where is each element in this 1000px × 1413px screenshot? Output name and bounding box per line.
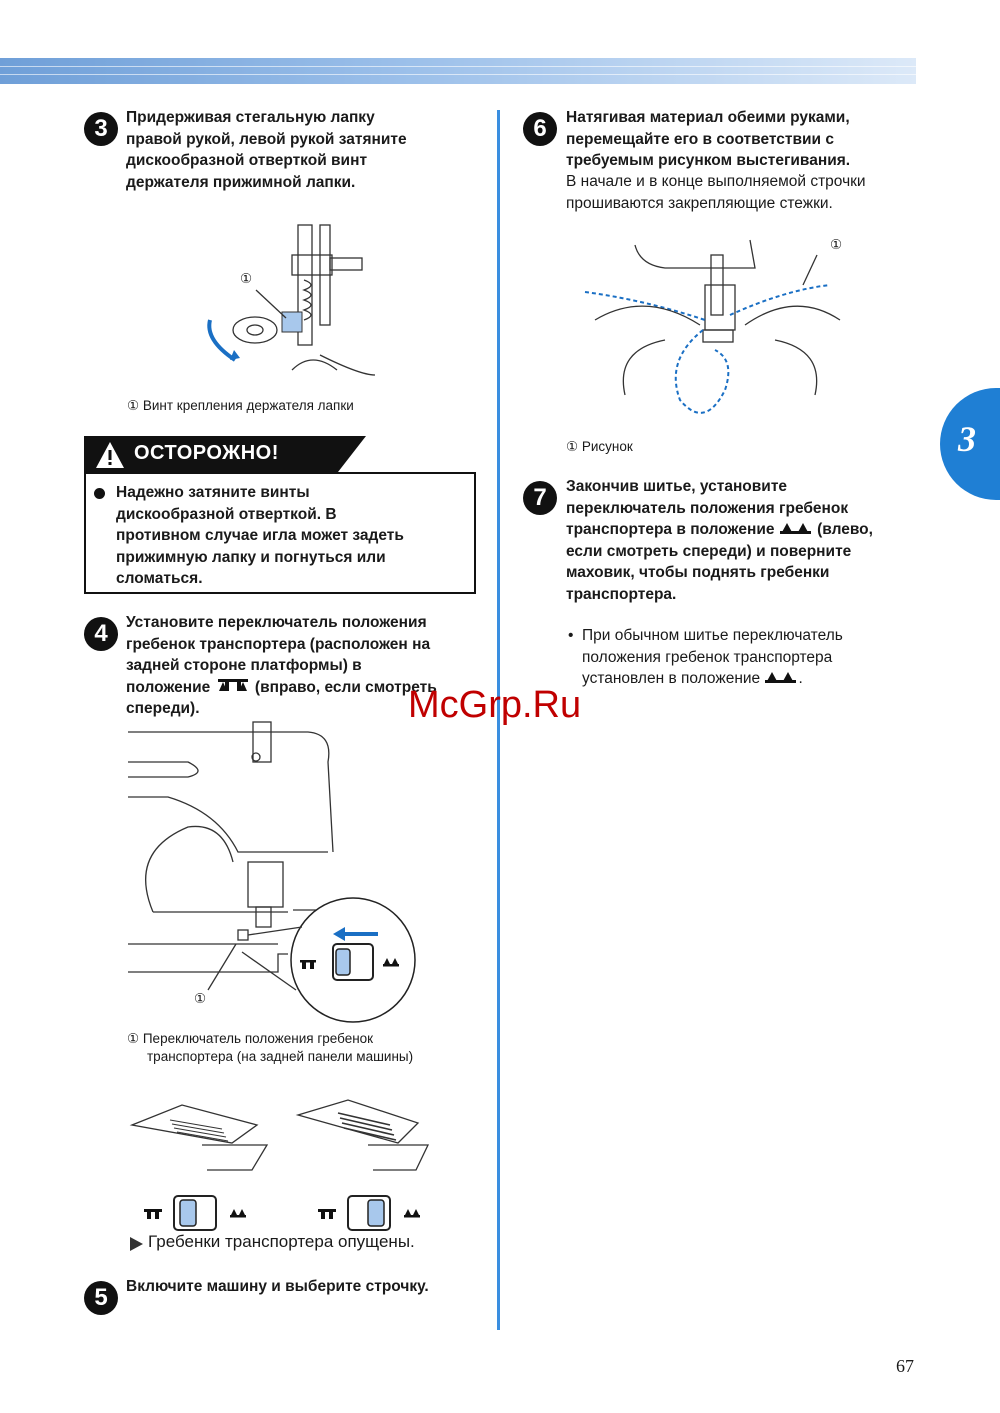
header-bar	[0, 58, 916, 84]
step-7-text: Закончив шитье, установите переключатель положения гребенок транспортера в положение (влево, если смотреть спереди) и поверните маховик, чтобы поднять гребенки транспортера.	[566, 478, 873, 603]
feed-dogs-up-icon	[764, 669, 798, 685]
quilting-illustration	[585, 230, 855, 430]
step-4-number: 4	[84, 617, 118, 651]
step-7-bullet: При обычном шитье переключатель положения гребенок транспортера установлен в положение .	[582, 627, 843, 687]
feed-dogs-illustration-left	[132, 1095, 272, 1175]
feed-dogs-down-icon	[215, 677, 251, 693]
step-7-number: 7	[523, 481, 557, 515]
step-6-text: Натягивая материал обеими руками, перемещайте его в соответствии с требуемым рисунком выстегивания.	[566, 109, 851, 169]
step-6-callout: ①	[830, 237, 843, 252]
step-5-number: 5	[84, 1281, 118, 1315]
result-arrow-icon	[128, 1236, 144, 1252]
feed-dogs-up-icon	[779, 520, 813, 536]
caution-title: ОСТОРОЖНО!	[134, 442, 279, 464]
chapter-number: 3	[958, 419, 976, 459]
step-6-number: 6	[523, 112, 557, 146]
step-4-callout: ①	[194, 991, 207, 1006]
step-7-bullet-marker: •	[568, 627, 574, 644]
step-3-caption: ① Винт крепления держателя лапки	[127, 398, 354, 413]
switch-indicator-right	[316, 1195, 426, 1231]
presser-foot-illustration	[200, 220, 390, 390]
step-5-text: Включите машину и выберите строчку.	[126, 1278, 429, 1295]
step-6-body: В начале и в конце выполняемой строчки прошиваются закрепляющие стежки.	[566, 173, 866, 212]
warning-icon	[94, 440, 126, 470]
step-4-result: Гребенки транспортера опущены.	[148, 1232, 415, 1251]
caution-bullet	[94, 488, 105, 499]
step-3-number: 3	[84, 112, 118, 146]
step-6-caption: ① Рисунок	[566, 439, 633, 454]
step-4-caption: ① Переключатель положения гребенок транспортера (на задней панели машины)	[127, 1031, 414, 1064]
step-3-text: Придерживая стегальную лапку правой рукой, левой рукой затяните дискообразной отверткой винт держателя прижимной лапки.	[126, 109, 407, 191]
watermark: McGrp.Ru	[408, 684, 582, 726]
caution-text: Надежно затяните винты дискообразной отверткой. В противном случае игла может задеть прижимную лапку и погнуться или сломаться.	[116, 484, 404, 587]
page-number: 67	[896, 1356, 914, 1376]
switch-indicator-left	[142, 1195, 252, 1231]
machine-illustration	[128, 722, 418, 1032]
feed-dogs-illustration-right	[298, 1095, 438, 1175]
step-3-callout: ①	[240, 271, 253, 286]
step-4-text: Установите переключатель положения гребенок транспортера (расположен на задней стороне платформы) в положение (вправо, если смотреть спереди).	[126, 614, 437, 717]
